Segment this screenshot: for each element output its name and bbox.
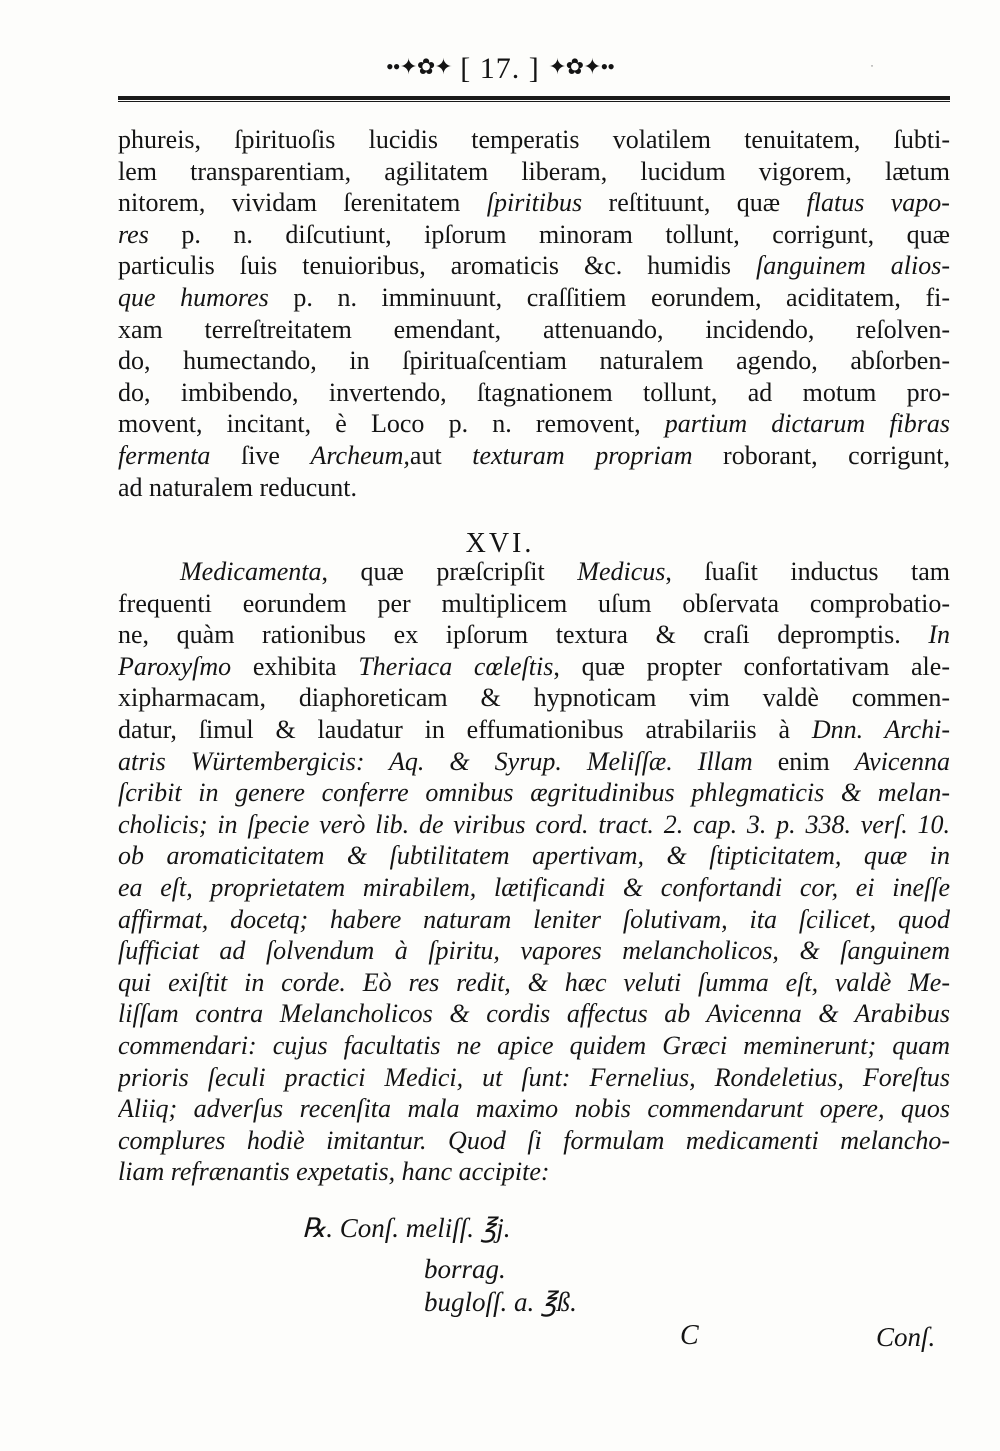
header-rule: [118, 96, 950, 102]
italic-run: ſufficiat ad ſolvendum à ſpiritu, vapores melancholicos, & ſanguinem: [118, 936, 950, 966]
text-line: [118, 556, 950, 588]
text-line: [118, 314, 950, 346]
roman-run: xam terreſtreitatem emendant, attenuando, incidendo, reſolven-: [118, 314, 950, 344]
roman-run: , quæ propter confortativam ale-: [553, 651, 950, 681]
text-line: [118, 156, 950, 188]
text-line: [118, 872, 950, 904]
text-line: [118, 619, 950, 651]
italic-run: texturam propriam: [472, 440, 693, 470]
italic-run: complures hodiè imitantur. Quod ſi formulam medicamenti melancho-: [118, 1125, 950, 1155]
italic-run: commendari: cujus facultatis ne apice quidem Græci meminerunt; quam: [118, 1030, 950, 1060]
text-line: [118, 935, 950, 967]
text-line: [118, 967, 950, 999]
italic-run: Medicamenta: [180, 557, 322, 586]
recipe-line: ℞. Conſ. meliſſ. ℥j.: [302, 1213, 511, 1243]
text-line: [118, 1093, 950, 1125]
roman-run: p. n. diſcutiunt, ipſorum minoram tollunt, corrigunt, quæ: [148, 219, 950, 249]
signature-mark: C: [680, 1320, 699, 1351]
text-line: [118, 809, 950, 841]
roman-run: exhibita: [231, 651, 359, 681]
continued-paragraph: [118, 124, 950, 503]
roman-run: particulis ſuis tenuioribus, aromaticis &c. humidis: [118, 251, 757, 281]
text-line: [118, 682, 950, 714]
roman-run: reſtituunt, quæ: [582, 188, 807, 218]
roman-run: p. n. imminuunt, craſſitiem eorundem, aciditatem, fi-: [268, 282, 950, 312]
text-line: [118, 1062, 950, 1094]
roman-run: ſive: [210, 440, 311, 470]
italic-run: Paroxyſmo: [118, 651, 232, 681]
italic-run: cholicis; in ſpecie verò lib. de viribus cord. tract. 2. cap. 3. p. 338. verſ. 10.: [118, 809, 950, 839]
italic-run: que humores: [118, 282, 269, 312]
text-line: [118, 408, 950, 440]
section-paragraph: [118, 556, 950, 1188]
text-line: [118, 282, 950, 314]
text-line: [118, 187, 950, 219]
italic-run: res: [118, 219, 149, 249]
roman-run: roborant, corrigunt,: [692, 440, 950, 470]
text-line: [118, 345, 950, 377]
italic-run: prioris ſeculi practici Medici, ut ſunt: Fernelius, Rondeletius, Foreſtus: [118, 1062, 950, 1092]
page-number-line: [0, 52, 1000, 86]
italic-run: fermenta: [118, 440, 211, 470]
roman-run: phureis, ſpirituoſis lucidis temperatis volatilem tenuitatem, ſubti-: [118, 125, 950, 154]
roman-run: xipharmacam, diaphoreticam & hypnoticam vim valdè commen-: [118, 683, 950, 713]
text-line: [118, 588, 950, 620]
text-line: [118, 714, 950, 746]
text-line: [118, 1030, 950, 1062]
roman-run: do, imbibendo, invertendo, ſtagnationem tollunt, ad motum pro-: [118, 377, 950, 407]
ink-speck: ˙: [870, 62, 874, 76]
text-line: [118, 440, 950, 472]
italic-run: Medicus: [577, 557, 666, 586]
roman-run: ne, quàm rationibus ex ipſorum textura & craſi depromptis.: [118, 620, 929, 650]
text-line: [118, 124, 950, 156]
italic-run: In: [928, 620, 950, 650]
recipe-line: borrag.: [424, 1254, 506, 1284]
italic-run: qui exiſtit in corde. Eò res redit, & hæc veluti ſumma eſt, valdè Me-: [118, 967, 950, 997]
italic-run: atris Würtembergicis: Aq. & Syrup. Meliſſæ. Illam: [118, 746, 753, 776]
roman-run: datur, ſimul & laudatur in effumationibus atrabilariis à: [118, 714, 812, 744]
italic-run: ob aromaticitatem & ſubtilitatem apertivam, & ſtipticitatem, quæ in: [118, 841, 950, 871]
roman-run: do, humectando, in ſpirituaſcentiam naturalem agendo, abſorben-: [118, 346, 950, 376]
italic-run: partium dictarum fibras: [664, 409, 950, 439]
italic-run: ſcribit in genere conferre omnibus ægritudinibus phlegmaticis & melan-: [118, 778, 950, 808]
italic-run: affirmat, docetq; habere naturam leniter ſolutivam, ita ſcilicet, quod: [118, 904, 950, 934]
ornament-right-icon: ✦✿✦••: [548, 54, 614, 79]
text-line: [118, 904, 950, 936]
recipe-line: bugloſſ. a. ℥ß.: [424, 1287, 577, 1317]
italic-run: liam refrænantis expetatis, hanc accipite:: [118, 1157, 550, 1187]
italic-run: ea eſt, proprietatem mirabilem, lætificandi & confortandi cor, ei ineſſe: [118, 872, 950, 902]
ornament-left-icon: ••✦✿✦: [386, 54, 452, 79]
roman-run: ad naturalem reducunt.: [118, 472, 357, 502]
running-header: [0, 52, 1000, 98]
italic-run: ſpiritibus: [486, 188, 583, 218]
text-line: [118, 1125, 950, 1157]
text-line: [118, 377, 950, 409]
italic-run: Dnn. Archi-: [811, 714, 950, 744]
section-heading: XVI.: [465, 528, 535, 559]
text-line: [118, 472, 950, 504]
catchword: Conſ.: [876, 1322, 936, 1352]
roman-run: enim: [752, 746, 855, 776]
roman-run: movent, incitant, è Loco p. n. removent,: [118, 409, 665, 439]
roman-run: frequenti eorundem per multiplicem uſum obſervata comprobatio-: [118, 588, 950, 618]
text-line: [118, 746, 950, 778]
text-line: [118, 1156, 950, 1188]
italic-run: liſſam contra Melancholicos & cordis affectus ab Avicenna & Arabibus: [118, 999, 950, 1029]
roman-run: nitorem, vividam ſerenitatem: [118, 188, 487, 218]
text-line: [118, 651, 950, 683]
text-line: [118, 250, 950, 282]
italic-run: ſanguinem alios-: [756, 251, 950, 281]
roman-run: aut: [409, 440, 473, 470]
text-line: [118, 998, 950, 1030]
italic-run: Archeum,: [310, 440, 410, 470]
roman-run: lem transparentiam, agilitatem liberam, lucidum vigorem, lætum: [118, 156, 950, 186]
italic-run: Theriaca cœleſtis: [358, 651, 554, 681]
italic-run: Avicenna: [854, 746, 950, 776]
roman-run: , ſuaſit inductus tam: [665, 557, 950, 586]
text-line: [118, 840, 950, 872]
roman-run: , quæ præſcripſit: [321, 557, 578, 586]
page-number: [ 17. ]: [460, 52, 540, 85]
italic-run: flatus vapo-: [806, 188, 950, 218]
italic-run: Aliiq; adverſus recenſita mala maximo nobis commendarunt opere, quos: [118, 1094, 950, 1124]
text-line: [118, 219, 950, 251]
text-line: [118, 777, 950, 809]
